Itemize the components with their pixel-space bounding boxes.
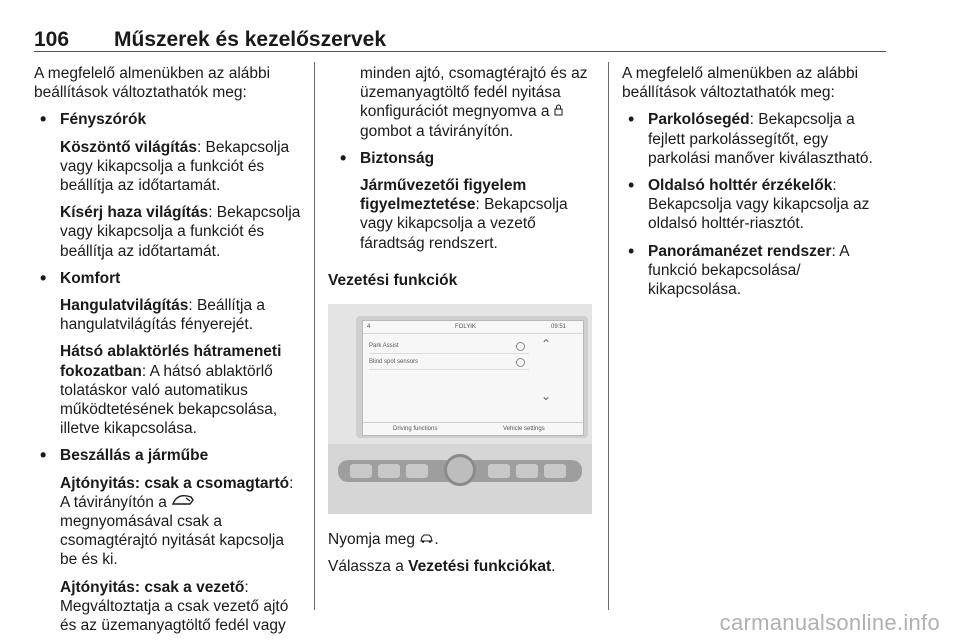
screen-bottom-tabs	[363, 422, 583, 435]
text-csak-csomagtarto-b: megnyomásával csak a csomagtérajtó nyitását kapcsolja be és ki.	[60, 513, 285, 569]
screen-row2-label: Blind spot sensors	[369, 359, 419, 366]
column-3	[622, 64, 890, 299]
page-title: Műszerek és kezelőszervek	[114, 28, 387, 51]
text-hangulat: : Beállítja a hangulatvilágítás fényerejét.	[60, 297, 266, 334]
watermark: carmanualsonline.info	[719, 610, 940, 635]
panel-button	[488, 464, 510, 478]
item-csak-csomagtarto	[34, 474, 302, 570]
text-csak-csomagtarto-a: : A távirányítón a	[60, 474, 294, 511]
term-kiserj: Kísérj haza világítás	[60, 204, 209, 222]
screen-status-time: 09:51	[551, 324, 567, 331]
screen-status-mid: FOLYIK	[455, 324, 476, 331]
panel-button	[516, 464, 538, 478]
text-csak-vezeto: : Megváltoztatja a csak vezető ajtó és az üzemanyagtöltő fedél vagy	[60, 578, 289, 635]
term-csak-csomagtarto: Ajtónyitás: csak a csomagtartó	[60, 474, 290, 492]
panel-button	[544, 464, 566, 478]
control-panel	[328, 444, 592, 514]
car-settings-icon	[419, 531, 434, 548]
panel-button	[406, 464, 428, 478]
screen-tab-right: Vehicle settings	[503, 426, 545, 433]
trunk-key-icon	[171, 494, 195, 511]
term-panorama: Panorámanézet rendszer	[648, 242, 832, 260]
text-kiserj: : Bekapcsolja vagy kikapcsolja a funkciót és beállítja az időtartamát.	[60, 204, 301, 260]
item-figyelem	[328, 176, 596, 253]
info-icon	[516, 342, 525, 351]
text-parkolosegéd: : Bekapcsolja a fejlett parkolássegítőt, egy parkolási manőver kiválasztható.	[648, 111, 873, 167]
item-hangulat	[34, 296, 302, 334]
col2-continuation	[328, 64, 596, 141]
column-divider-1	[314, 62, 315, 610]
select-instruction	[328, 557, 596, 576]
item-csak-vezeto	[34, 578, 302, 636]
text-koszonto: : Bekapcsolja vagy kikapcsolja a funkciót és beállítja az időtartamát.	[60, 138, 290, 195]
screen-display	[362, 320, 584, 436]
item-holtter	[622, 176, 890, 234]
page-header	[34, 28, 886, 52]
item-biztonsag: • Biztonság	[334, 149, 596, 168]
term-csak-vezeto: Ajtónyitás: csak a vezető	[60, 578, 245, 596]
screen-row-park-assist	[369, 339, 529, 354]
col2-cont-a: minden ajtó, csomagtérajtó és az üzemanyagtöltő fedél nyitása konfigurációt megnyomva a	[360, 65, 588, 121]
screen-row-blind-spot	[369, 355, 529, 370]
page-number: 106	[34, 28, 70, 51]
term-parkolosegéd: Parkolósegéd	[648, 111, 750, 129]
item-hatso-ablaktorles	[34, 342, 302, 438]
col3-intro: A megfelelő almenükben az alábbi beállítások változtathatók meg:	[622, 65, 859, 102]
panel-button	[378, 464, 400, 478]
item-panorama	[622, 242, 890, 300]
text-panorama: : A funkció bekapcsolása/ kikapcsolása.	[648, 242, 849, 299]
header-rule	[34, 51, 886, 52]
col1-intro: A megfelelő almenükben az alábbi beállítások változtathatók meg:	[34, 65, 271, 102]
chevron-up-icon: ⌃	[541, 337, 552, 352]
item-komfort: • Komfort	[34, 269, 302, 288]
term-hangulat: Hangulatvilágítás	[60, 297, 189, 315]
item-kiserj	[34, 203, 302, 261]
item-koszonto	[34, 138, 302, 196]
press-instruction	[328, 530, 596, 549]
item-parkolosegéd	[622, 110, 890, 168]
press-end: .	[434, 531, 439, 549]
text-figyelem: : Bekapcsolja vagy kikapcsolja a vezető fáradtság rendszert.	[360, 196, 568, 252]
term-hatso-ablaktorles: Hátsó ablaktörlés hátrameneti fokozatban	[60, 343, 282, 380]
screen-status-left: 4	[367, 324, 371, 331]
screen-tab-left: Driving functions	[393, 426, 438, 433]
column-2	[328, 64, 596, 576]
text-holtter: : Bekapcsolja vagy kikapcsolja az oldalsó holttér-riasztót.	[648, 177, 870, 233]
select-text: Válassza a	[328, 558, 404, 576]
term-figyelem: Járművezetői figyelem figyelmeztetése	[360, 177, 527, 214]
select-term: Vezetési funkciókat	[408, 558, 552, 576]
section-heading: Vezetési funkciók	[328, 271, 458, 289]
panel-button	[350, 464, 372, 478]
text-hatso-ablaktorles: : A hátsó ablaktörlő tolatáskor való automatikus működtetésének bekapcsolása, illetve kikapcsolása.	[60, 362, 278, 438]
info-icon	[516, 358, 525, 367]
column-1	[34, 64, 302, 635]
padlock-icon	[554, 103, 563, 120]
chevron-down-icon: ⌄	[541, 389, 552, 404]
volume-knob	[444, 454, 476, 486]
infotainment-screen-image	[328, 304, 592, 514]
term-koszonto: Köszöntő világítás	[60, 138, 197, 156]
col2-cont-b: gombot a távirányítón.	[360, 122, 514, 140]
screen-status-bar	[363, 321, 583, 334]
item-beszallas: • Beszállás a járműbe	[34, 446, 302, 465]
select-end: .	[551, 558, 556, 576]
screen-row1-label: Park Assist	[369, 343, 399, 350]
item-fenyszorok: • Fényszórók	[34, 110, 302, 129]
term-holtter: Oldalsó holttér érzékelők	[648, 177, 833, 195]
press-text: Nyomja meg	[328, 531, 415, 549]
column-divider-2	[608, 62, 609, 610]
